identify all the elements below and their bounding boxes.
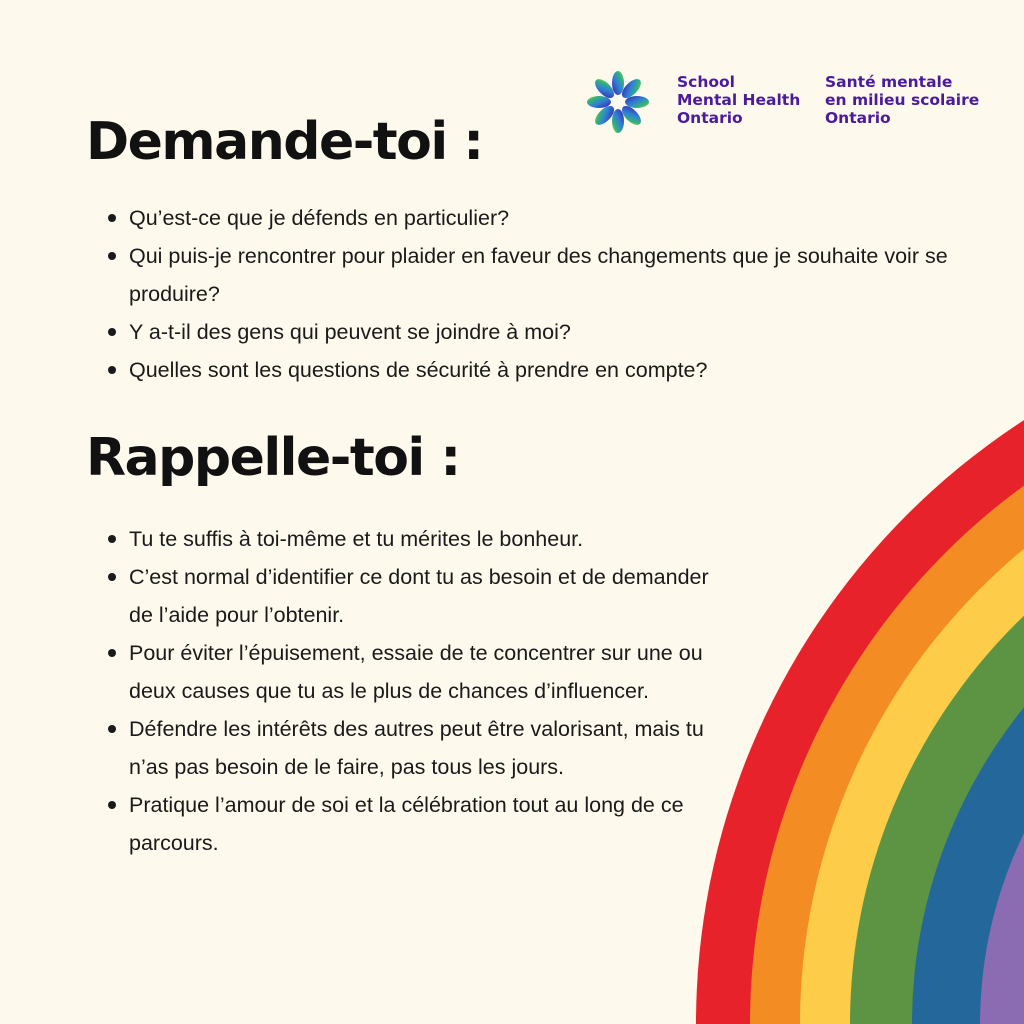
list-item: Pour éviter l’épuisement, essaie de te concentrer sur une ou deux causes que tu as le plus de chances d’influencer. [86, 634, 726, 710]
logo-text-english [677, 73, 800, 127]
logo-en-line: Ontario [677, 109, 743, 127]
list-item: Qu’est-ce que je défends en particulier? [86, 199, 966, 237]
list-item: C’est normal d’identifier ce dont tu as besoin et de demander de l’aide pour l’obtenir. [86, 558, 726, 634]
list-item: Qui puis-je rencontrer pour plaider en faveur des changements que je souhaite voir se produire? [86, 237, 966, 313]
heading-rappelle-toi: Rappelle-toi : [86, 428, 460, 488]
list-item: Pratique l’amour de soi et la célébration tout au long de ce parcours. [86, 786, 726, 862]
list-item: Tu te suffis à toi-même et tu mérites le bonheur. [86, 520, 726, 558]
list-item: Y a-t-il des gens qui peuvent se joindre à moi? [86, 313, 966, 351]
starburst-logo-icon [586, 70, 650, 134]
logo-fr-line: Ontario [825, 109, 891, 127]
demande-toi-list [86, 199, 966, 389]
logo-en-line: Mental Health [677, 91, 801, 109]
list-item: Quelles sont les questions de sécurité à prendre en compte? [86, 351, 966, 389]
logo-fr-line: en milieu scolaire [825, 91, 980, 109]
logo-text-french [825, 73, 979, 127]
list-item: Défendre les intérêts des autres peut être valorisant, mais tu n’as pas besoin de le faire, pas tous les jours. [86, 710, 726, 786]
logo-fr-line: Santé mentale [825, 73, 953, 91]
heading-demande-toi: Demande-toi : [86, 112, 483, 172]
logo-en-line: School [677, 73, 735, 91]
rappelle-toi-list [86, 520, 726, 862]
